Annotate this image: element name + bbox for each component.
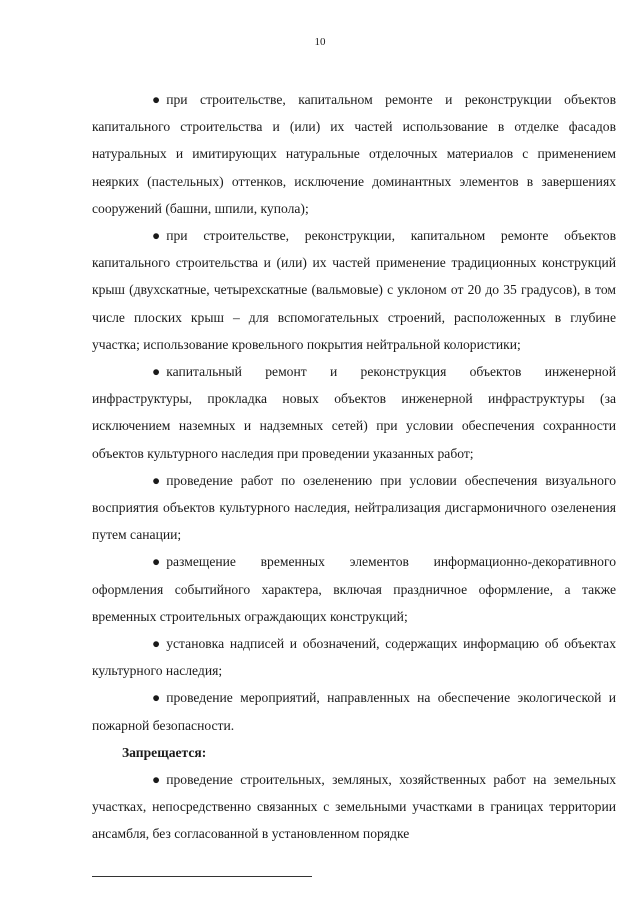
section-heading: Запрещается:: [122, 744, 207, 760]
page-number: 10: [314, 36, 326, 48]
list-item-text: проведение строительных, земляных, хозяйственных работ на земельных участках, непосредственно связанных с земельными участками в границах территории ансамбля, без согласованной в установленном порядке: [92, 772, 616, 842]
list-item: [92, 630, 616, 684]
list-item: [92, 684, 616, 738]
bullet-icon: ●: [152, 364, 161, 380]
list-item: [92, 358, 616, 467]
list-item-text: проведение работ по озеленению при условии обеспечения визуального восприятия объектов культурного наследия, нейтрализация дисгармоничного озеленения путем санации;: [92, 472, 616, 543]
list-item: [92, 766, 616, 848]
list-item-text: установка надписей и обозначений, содержащих информацию об объектах культурного наследия;: [92, 636, 616, 679]
list-item-text: проведение мероприятий, направленных на обеспечение экологической и пожарной безопасности.: [92, 690, 616, 733]
document-body: [92, 86, 616, 848]
list-item: [92, 86, 616, 222]
bullet-icon: ●: [152, 636, 161, 652]
list-item-text: при строительстве, реконструкции, капитальном ремонте объектов капитального строительства и (или) их частей применение традиционных конструкций крыш (двухскатные, четырехскатные (вальмовые) с уклоном от 20 до 35 градусов), в том числе плоских крыш – для вспомогательных строений, расположенных в глубине участка; использование кровельного покрытия нейтральной колористики;: [92, 228, 616, 352]
list-item: [92, 467, 616, 549]
footnote-divider: [92, 876, 312, 877]
list-item-text: размещение временных элементов информационно-декоративного оформления событийного характера, включая праздничное оформление, а также временных строительных ограждающих конструкций;: [92, 554, 616, 624]
bullet-icon: ●: [152, 554, 161, 570]
bullet-icon: ●: [152, 690, 161, 706]
bullet-icon: ●: [152, 472, 161, 488]
bullet-icon: ●: [152, 92, 161, 107]
list-item: [92, 548, 616, 630]
bullet-icon: ●: [152, 772, 161, 788]
list-item: [92, 222, 616, 358]
list-item-text: при строительстве, капитальном ремонте и реконструкции объектов капитального строительства и (или) их частей использование в отделке фасадов натуральных и имитирующих натуральные отделочных материалов с применением неярких (пастельных) оттенков, исключение доминантных элементов в завершениях сооружений (башни, шпили, купола);: [92, 92, 616, 216]
bullet-icon: ●: [152, 228, 161, 244]
list-item-text: капитальный ремонт и реконструкция объектов инженерной инфраструктуры, прокладка новых объектов инженерной инфраструктуры (за исключением наземных и надземных сетей) при условии обеспечения сохранности объектов культурного наследия при проведении указанных работ;: [92, 364, 616, 461]
